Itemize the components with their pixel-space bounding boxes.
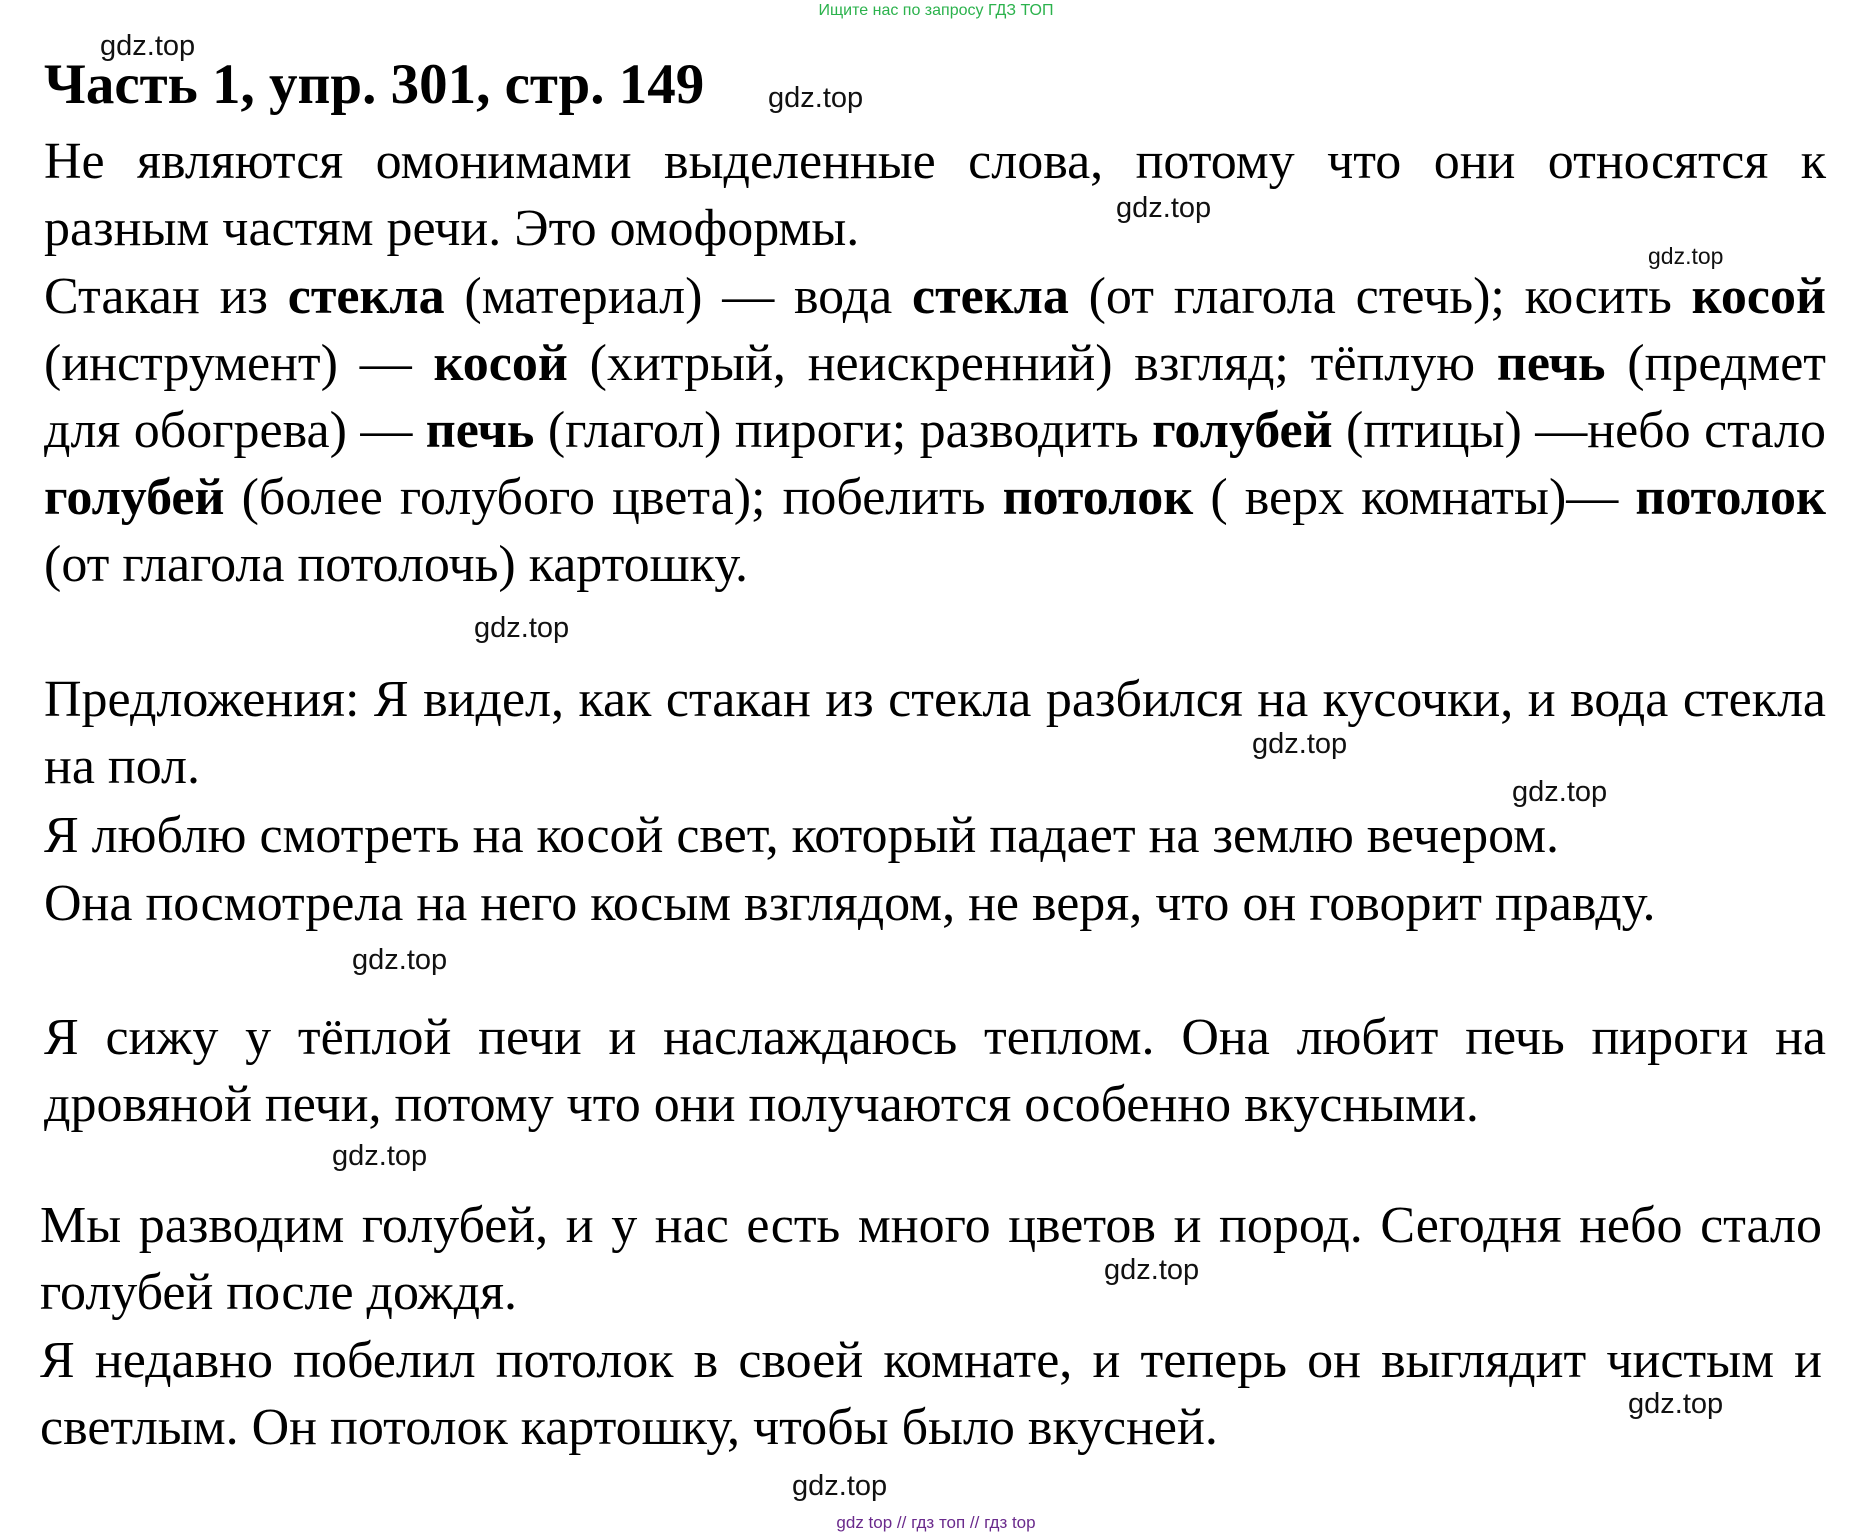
highlighted-word: стекла xyxy=(287,268,445,325)
highlighted-word: потолок xyxy=(1635,469,1826,526)
text-segment: (птицы) —небо стало xyxy=(1332,402,1826,459)
watermark: gdz.top xyxy=(1252,728,1348,760)
sentence-paragraph: Она посмотрела на него косым взглядом, не веря, что он говорит правду. xyxy=(44,875,1656,932)
watermark: gdz.top xyxy=(1648,243,1724,269)
sentence-paragraph: Я недавно побелил потолок в своей комнате, и теперь он выглядит чистым и светлым. Он потолок картошку, чтобы было вкусней. xyxy=(40,1332,1822,1456)
watermark: gdz.top xyxy=(768,82,864,114)
top-banner[interactable]: Ищите нас по запросу ГДЗ ТОП xyxy=(818,2,1054,19)
sentence-paragraph: Предложения: Я видел, как стакан из стекла разбился на кусочки, и вода стекла на пол. xyxy=(44,671,1826,795)
text-segment: (глагол) пироги; разводить xyxy=(534,402,1153,459)
text-segment: (хитрый, неискренний) взгляд; тёплую xyxy=(567,335,1497,392)
text-segment: Стакан из xyxy=(44,268,288,325)
text-segment: (от глагола стечь); косить xyxy=(1068,268,1692,325)
intro-paragraph: Не являются омонимами выделенные слова, потому что они относятся к разным частям речи. Это омоформы. xyxy=(44,133,1826,257)
sentence-paragraph: Я сижу у тёплой печи и наслаждаюсь теплом. Она любит печь пироги на дровяной печи, потому что они получаются особенно вкусными. xyxy=(44,1009,1826,1133)
text-segment: (более голубого цвета); побелить xyxy=(224,469,1003,526)
examples-paragraph xyxy=(44,263,1826,598)
watermark: gdz.top xyxy=(474,612,570,644)
watermark: gdz.top xyxy=(352,944,448,976)
watermark: gdz.top xyxy=(1512,776,1608,808)
watermark: gdz.top xyxy=(1116,192,1212,224)
text-segment: (инструмент) — xyxy=(44,335,434,392)
highlighted-word: печь xyxy=(425,402,535,459)
watermark: gdz.top xyxy=(332,1140,428,1172)
text-segment: ( верх комнаты)— xyxy=(1193,469,1636,526)
sentence-paragraph: Мы разводим голубей, и у нас есть много цветов и пород. Сегодня небо стало голубей после дождя. xyxy=(40,1197,1822,1321)
highlighted-word: голубей xyxy=(44,469,225,526)
page-title: Часть 1, упр. 301, стр. 149 xyxy=(44,53,705,116)
text-segment: (материал) — вода xyxy=(444,268,912,325)
watermark: gdz.top xyxy=(1104,1254,1200,1286)
watermark: gdz.top xyxy=(792,1470,888,1502)
highlighted-word: потолок xyxy=(1002,469,1194,526)
highlighted-word: печь xyxy=(1496,335,1606,392)
text-segment: (от глагола потолочь) картошку. xyxy=(44,536,749,593)
bottom-banner[interactable]: gdz top // гдз топ // гдз top xyxy=(836,1513,1036,1532)
text-segment: (предмет для обогрева) — xyxy=(44,335,1826,459)
sentence-paragraph: Я люблю смотреть на косой свет, который падает на землю вечером. xyxy=(44,807,1559,864)
highlighted-word: стекла xyxy=(911,268,1069,325)
highlighted-word: косой xyxy=(1691,268,1826,325)
highlighted-word: косой xyxy=(433,335,568,392)
watermark: gdz.top xyxy=(1628,1388,1724,1420)
watermark: gdz.top xyxy=(100,30,196,62)
highlighted-word: голубей xyxy=(1152,402,1333,459)
